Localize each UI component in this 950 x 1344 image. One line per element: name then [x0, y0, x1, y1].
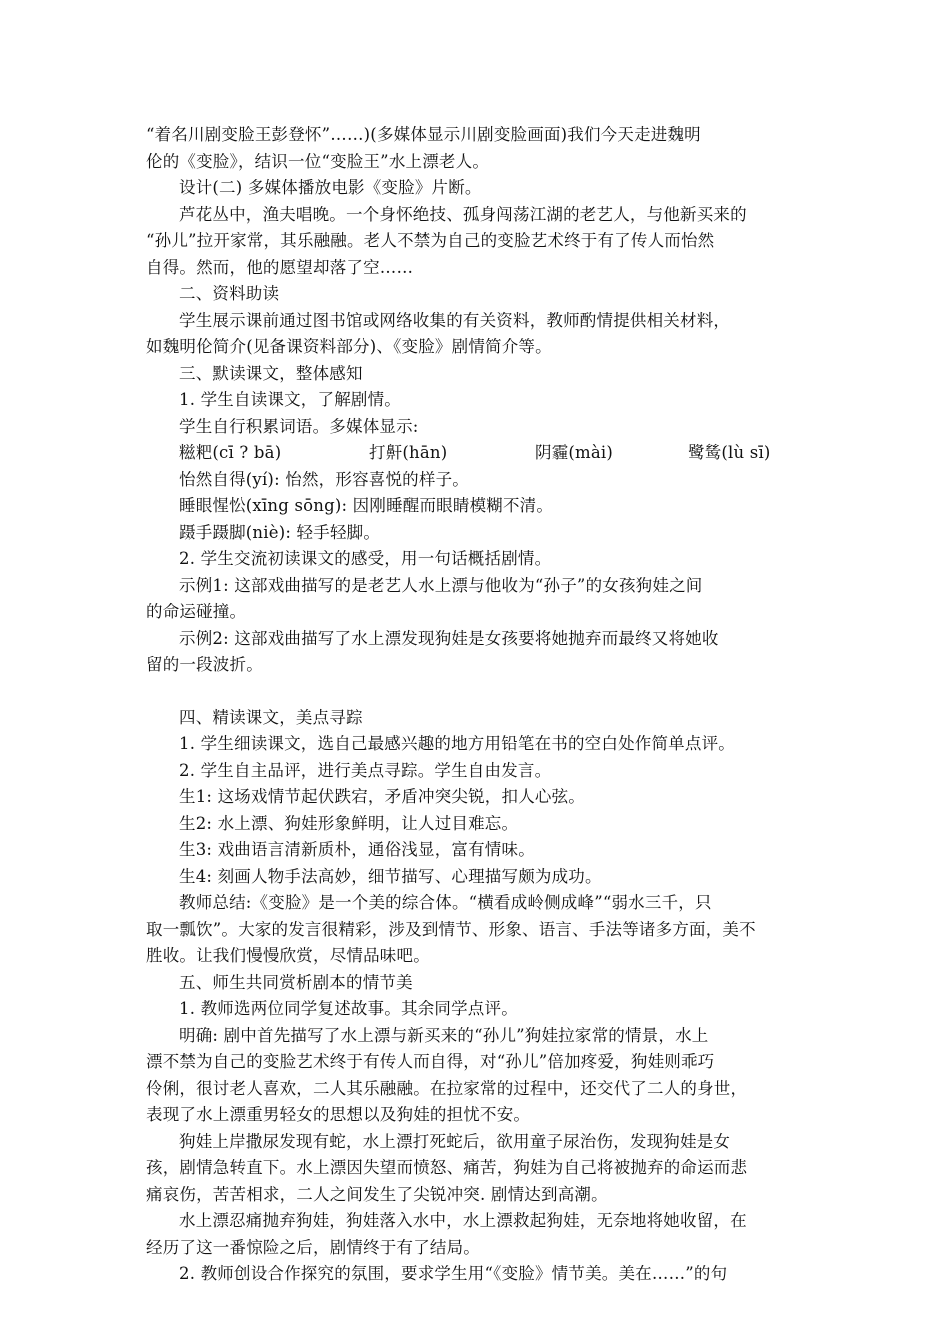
paragraph-gap — [146, 679, 812, 705]
text-line: 示例2: 这部戏曲描写了水上漂发现狗娃是女孩要将她抛弃而最终又将她收 — [179, 628, 719, 648]
text-line: 怡然自得(yí): 怡然，形容喜悦的样子。 — [179, 469, 469, 489]
text-line: 伦的《变脸》，结识一位“变脸王”水上漂老人。 — [146, 151, 490, 171]
text-line: 学生展示课前通过图书馆或网络收集的有关资料，教师酌情提供相关材料， — [179, 310, 731, 330]
text-line: 设计(二) 多媒体播放电影《变脸》片断。 — [179, 178, 482, 197]
text-line: 的命运碰撞。 — [146, 602, 247, 621]
text-line: 蹑手蹑脚(niè): 轻手轻脚。 — [179, 522, 381, 542]
text-line: 如魏明伦简介(见备课资料部分)、《变脸》剧情简介等。 — [146, 337, 552, 356]
text-line: 学生自行积累词语。多媒体显示: — [179, 416, 419, 436]
vocab-row — [146, 440, 812, 467]
document-body — [146, 122, 812, 1288]
text-line: 明确: 剧中首先描写了水上漂与新买来的“孙儿”狗娃拉家常的情景，水上 — [179, 1025, 709, 1045]
text-line: 孩，剧情急转直下。水上漂因失望而愤怒、痛苦，狗娃为自己将被抛弃的命运而悲 — [146, 1158, 748, 1177]
vocab-item: 阴霾(mài) — [535, 443, 614, 462]
text-line: 留的一段波折。 — [146, 655, 263, 674]
section-heading: 三、默读课文，整体感知 — [179, 363, 363, 383]
text-line: 伶俐，很讨老人喜欢，二人其乐融融。在拉家常的过程中，还交代了二人的身世， — [146, 1078, 748, 1098]
text-line: 生1: 这场戏情节起伏跌宕，矛盾冲突尖锐，扣人心弦。 — [179, 787, 586, 806]
text-line: 生3: 戏曲语言清新质朴，通俗浅显，富有情味。 — [179, 840, 535, 859]
section-heading: 四、精读课文，美点寻踪 — [179, 707, 363, 727]
text-line: 取一瓢饮”。大家的发言很精彩，涉及到情节、形象、语言、手法等诸多方面，美不 — [146, 919, 756, 939]
text-line: 1. 教师选两位同学复述故事。其余同学点评。 — [179, 999, 518, 1018]
text-line: 示例1: 这部戏曲描写的是老艺人水上漂与他收为“孙子”的女孩狗娃之间 — [179, 575, 703, 595]
text-line: “孙儿”拉开家常，其乐融融。老人不禁为自己的变脸艺术终于有了传人而怡然 — [146, 231, 715, 250]
text-line: 1. 学生细读课文，选自己最感兴趣的地方用铅笔在书的空白处作简单点评。 — [179, 734, 735, 753]
text-line: 芦花丛中，渔夫唱晚。一个身怀绝技、孤身闯荡江湖的老艺人，与他新买来的 — [179, 204, 747, 224]
text-line: 2. 学生交流初读课文的感受，用一句话概括剧情。 — [179, 549, 552, 568]
text-line: 生2: 水上漂、狗娃形象鲜明，让人过目难忘。 — [179, 813, 519, 833]
text-line: 睡眼惺忪(xīng sōng): 因刚睡醒而眼睛模糊不清。 — [179, 496, 554, 515]
text-line: 胜收。让我们慢慢欣赏，尽情品味吧。 — [146, 946, 430, 965]
text-line: 教师总结:《变脸》是一个美的综合体。“横看成岭侧成峰”“弱水三千，只 — [179, 893, 712, 912]
text-line: 狗娃上岸撒尿发现有蛇，水上漂打死蛇后，欲用童子尿治伤，发现狗娃是女 — [179, 1131, 731, 1151]
text-line: 2. 教师创设合作探究的氛围，要求学生用“《变脸》情节美。美在……”的句 — [179, 1264, 728, 1283]
vocab-item: 糍粑(cī ? bā) — [179, 443, 282, 462]
text-line: 漂不禁为自己的变脸艺术终于有传人而自得，对“孙儿”倍加疼爱，狗娃则乖巧 — [146, 1052, 715, 1071]
text-line: 自得。然而，他的愿望却落了空…… — [146, 257, 414, 277]
text-line: 1. 学生自读课文，了解剧情。 — [179, 390, 401, 409]
text-line: 痛哀伤，苦苦相求，二人之间发生了尖锐冲突. 剧情达到高潮。 — [146, 1184, 608, 1204]
vocab-item: 鹭鸶(lù sī) — [688, 443, 771, 462]
text-line: 2. 学生自主品评，进行美点寻踪。学生自由发言。 — [179, 760, 552, 780]
section-heading: 五、师生共同赏析剧本的情节美 — [179, 972, 413, 992]
section-heading: 二、资料助读 — [179, 284, 280, 303]
vocab-item: 打鼾(hān) — [369, 443, 448, 462]
text-line: 经历了这一番惊险之后，剧情终于有了结局。 — [146, 1237, 480, 1257]
text-line: 水上漂忍痛抛弃狗娃，狗娃落入水中，水上漂救起狗娃，无奈地将她收留，在 — [179, 1211, 747, 1230]
text-line: 表现了水上漂重男轻女的思想以及狗娃的担忧不安。 — [146, 1105, 531, 1124]
text-line: “着名川剧变脸王彭登怀”……)(多媒体显示川剧变脸画面)我们今天走进魏明 — [146, 125, 701, 144]
text-line: 生4: 刻画人物手法高妙，细节描写、心理描写颇为成功。 — [179, 866, 602, 886]
